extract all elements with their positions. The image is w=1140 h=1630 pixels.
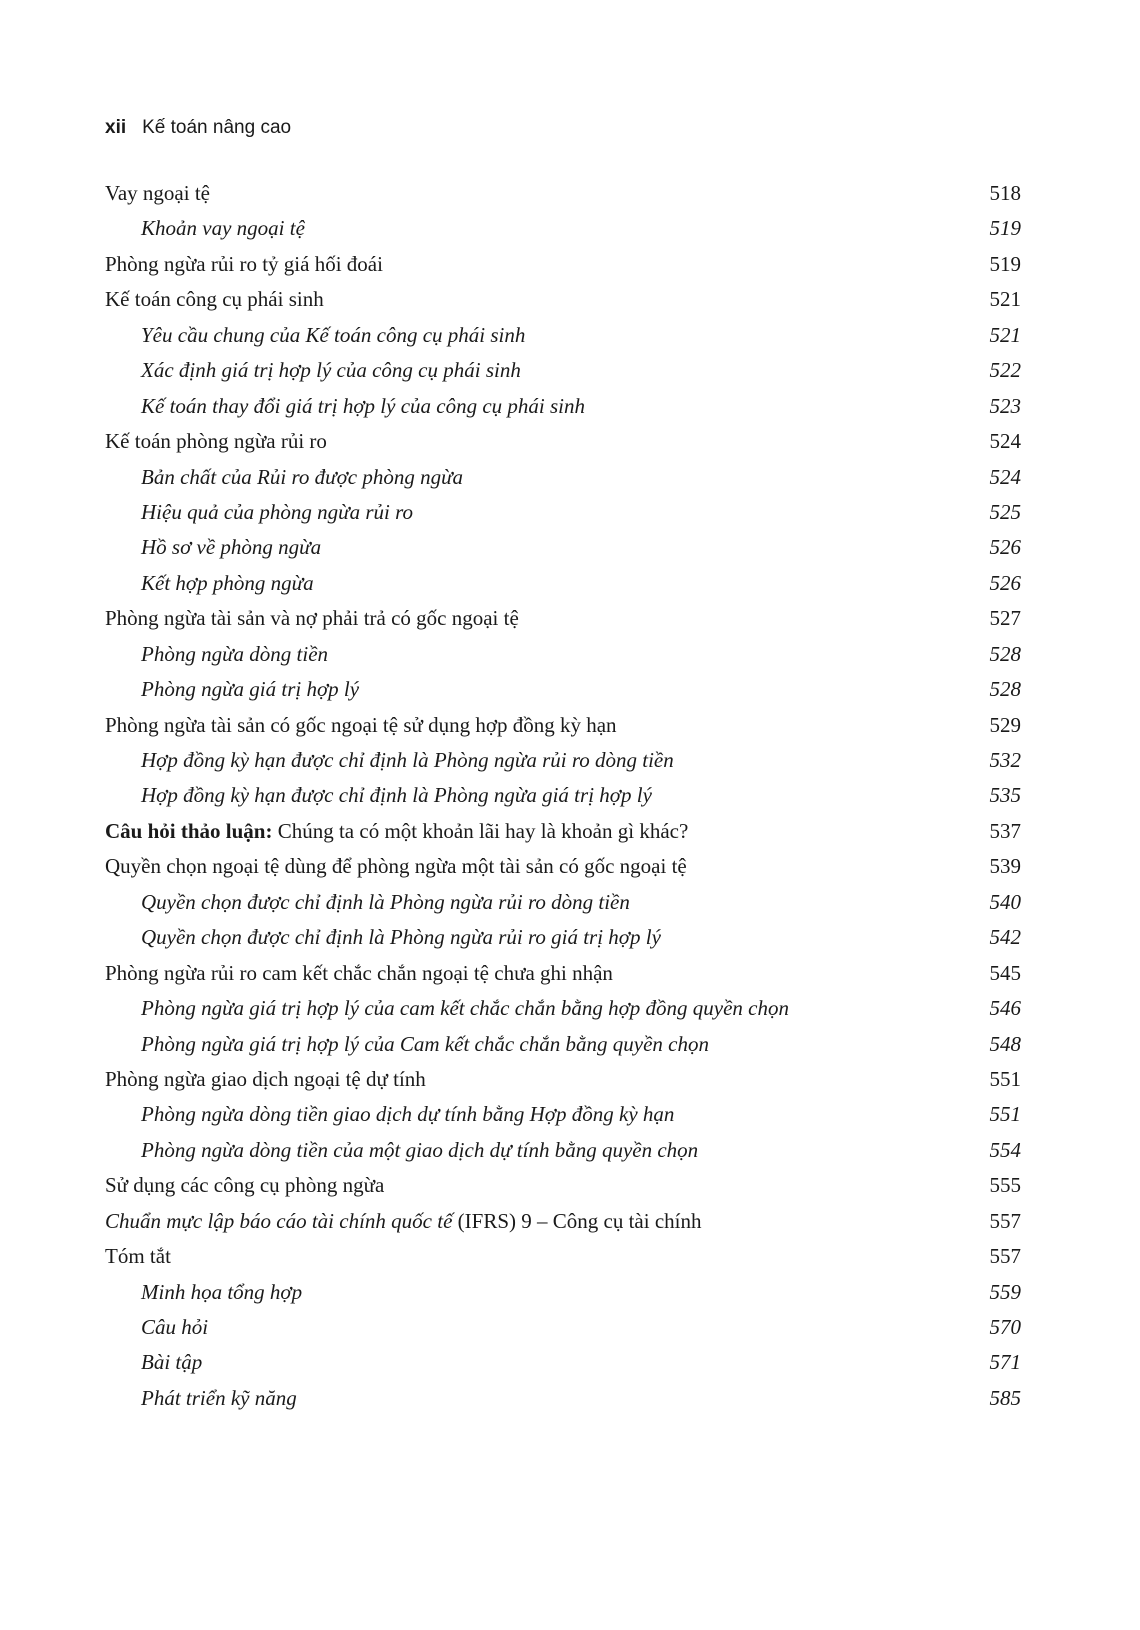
toc-entry-title-bold: Câu hỏi thảo luận: [105,818,273,843]
toc-entry-title [141,672,359,707]
toc-entry-title-text: Phòng ngừa tài sản và nợ phải trả có gốc ngoại tệ [105,606,519,631]
toc-entry-title [105,956,613,991]
toc-entry-page: 519 [989,216,1021,241]
toc-entry-title-text: Hiệu quả của phòng ngừa rủi ro [141,499,413,524]
toc-entry-title-text: Quyền chọn được chỉ định là Phòng ngừa rủi ro giá trị hợp lý [141,925,661,950]
toc-entry [105,424,1021,459]
toc-entry-title [141,318,525,353]
toc-entry-title [141,743,674,778]
toc-subentry [105,672,1021,707]
toc-entry [105,601,1021,636]
toc-entry-title-text: Sử dụng các công cụ phòng ngừa [105,1173,385,1198]
toc-entry-page: 537 [989,818,1021,843]
toc-entry-page: 554 [989,1137,1021,1162]
toc-entry-page: 546 [989,996,1021,1021]
toc-entry-page: 526 [989,535,1021,560]
toc-entry-title-text: Phòng ngừa tài sản có gốc ngoại tệ sử dụng hợp đồng kỳ hạn [105,712,617,737]
toc-entry-title [105,1062,426,1097]
toc-entry-title-text: Phòng ngừa giá trị hợp lý của cam kết chắc chắn bằng hợp đồng quyền chọn [141,996,789,1021]
toc-subentry [105,1275,1021,1310]
toc-subentry [105,1381,1021,1416]
toc-subentry [105,1027,1021,1062]
toc-entry-title-text: Quyền chọn ngoại tệ dùng để phòng ngừa một tài sản có gốc ngoại tệ [105,854,687,879]
toc-entry-page: 529 [989,712,1021,737]
toc-entry-title [105,1168,384,1203]
toc-entry-page: 540 [989,889,1021,914]
toc-entry-page: 518 [989,181,1021,205]
toc-entry-title [105,708,617,743]
toc-entry-page: 522 [989,358,1021,383]
toc-entry-title [141,1027,709,1062]
toc-entry-title [141,637,328,672]
toc-subentry [105,1345,1021,1380]
toc-entry-title-text: Yêu cầu chung của Kế toán công cụ phái sinh [141,322,526,347]
toc-entry-title [141,1345,202,1380]
toc-entry-title-text: Khoản vay ngoại tệ [141,216,305,241]
toc-subentry [105,637,1021,672]
toc-entry-page: 548 [989,1031,1021,1056]
toc-entry-title-text: Quyền chọn được chỉ định là Phòng ngừa rủi ro dòng tiền [141,889,630,914]
toc-entry-title-text: Tóm tắt [105,1244,171,1269]
toc-entry-title-text: Phòng ngừa rủi ro tỷ giá hối đoái [105,251,383,276]
toc-entry-page: 525 [989,499,1021,524]
toc-entry-page: 519 [989,251,1021,276]
page-number: xii [105,117,127,138]
toc-entry-title-text: Kết hợp phòng ngừa [141,570,314,595]
toc-entry-page: 551 [989,1066,1021,1091]
toc-entry-title-text: Phòng ngừa giá trị hợp lý [141,677,360,702]
toc-entry-title-text: Phát triển kỹ năng [141,1385,297,1410]
toc-subentry [105,318,1021,353]
toc-entry [105,176,1021,211]
toc-entry-title-text: Phòng ngừa giao dịch ngoại tệ dự tính [105,1066,426,1091]
toc-entry-page: 526 [989,570,1021,595]
toc-subentry [105,389,1021,424]
toc-entry-title [141,1381,297,1416]
toc-entry-page: 524 [989,464,1021,489]
toc-entry-title-text: Vay ngoại tệ [105,181,210,205]
table-of-contents [105,176,1021,1416]
toc-entry-title [141,1133,698,1168]
toc-entry-page: 585 [989,1385,1021,1410]
toc-entry-title-text: Hợp đồng kỳ hạn được chỉ định là Phòng ngừa rủi ro dòng tiền [141,748,674,772]
toc-entry-page: 551 [989,1102,1021,1127]
toc-subentry [105,743,1021,778]
toc-entry-title [141,460,463,495]
toc-subentry [105,211,1021,246]
toc-entry-title-text: Xác định giá trị hợp lý của công cụ phái sinh [141,358,521,383]
toc-entry [105,849,1021,884]
toc-entry-title-text: Phòng ngừa dòng tiền [141,641,329,666]
toc-subentry [105,566,1021,601]
toc-entry-title [141,1310,208,1345]
toc-entry-title-text: Kế toán thay đổi giá trị hợp lý của công cụ phái sinh [141,393,585,418]
toc-entry [105,1239,1021,1274]
toc-entry-title [141,920,661,955]
toc-entry-title-text: Kế toán phòng ngừa rủi ro [105,429,327,454]
toc-entry-page: 523 [989,393,1021,418]
toc-entry-page: 527 [989,606,1021,631]
toc-entry-title [105,601,519,636]
toc-entry-title [105,424,327,459]
toc-entry-title-text: Hợp đồng kỳ hạn được chỉ định là Phòng ngừa giá trị hợp lý [141,783,652,808]
toc-entry-title [105,282,324,317]
toc-entry-page: 539 [989,854,1021,879]
toc-entry-title-text: Phòng ngừa giá trị hợp lý của Cam kết chắc chắn bằng quyền chọn [141,1031,709,1056]
toc-subentry [105,460,1021,495]
toc-entry-page: 528 [989,641,1021,666]
toc-entry-title-text: Phòng ngừa dòng tiền của một giao dịch dự tính bằng quyền chọn [141,1137,699,1162]
toc-entry-title [141,389,585,424]
toc-entry-title [141,495,413,530]
toc-entry-title-text: Bản chất của Rủi ro được phòng ngừa [141,464,464,489]
toc-entry-title [141,1097,674,1132]
toc-subentry [105,778,1021,813]
toc-entry-title [141,778,652,813]
toc-entry-title [105,176,210,211]
toc-entry-title [105,1204,701,1239]
toc-subentry [105,1133,1021,1168]
toc-entry-title-text: Bài tập [141,1350,203,1375]
toc-entry-title-text: Phòng ngừa rủi ro cam kết chắc chắn ngoại tệ chưa ghi nhận [105,960,613,985]
book-title: Kế toán nâng cao [142,117,292,138]
toc-entry [105,814,1021,849]
toc-entry-title-text: Phòng ngừa dòng tiền giao dịch dự tính bằng Hợp đồng kỳ hạn [141,1102,675,1127]
toc-entry-page: 570 [989,1315,1021,1339]
toc-entry-title-text: Hồ sơ về phòng ngừa [141,535,322,560]
toc-entry-page: 521 [989,287,1021,312]
toc-entry [105,1204,1021,1239]
toc-entry-title-text: Kế toán công cụ phái sinh [105,287,324,312]
toc-entry-page: 524 [989,429,1021,454]
toc-entry-title [141,885,630,920]
toc-entry-title [141,353,521,388]
toc-entry [105,282,1021,317]
toc-entry-page: 542 [989,925,1021,950]
toc-entry-page: 545 [989,960,1021,985]
toc-entry-title [105,814,688,849]
toc-entry-page: 559 [989,1279,1021,1304]
toc-entry-page: 521 [989,322,1021,347]
toc-entry-title-text: Câu hỏi [141,1315,209,1339]
toc-entry-title-text: (IFRS) 9 – Công cụ tài chính [452,1208,702,1233]
toc-subentry [105,1310,1021,1345]
toc-entry-title [141,211,305,246]
toc-entry-page: 557 [989,1208,1021,1233]
toc-entry-title [141,991,789,1026]
toc-entry-page: 557 [989,1244,1021,1269]
toc-entry-page: 532 [989,748,1021,772]
toc-subentry [105,885,1021,920]
toc-subentry [105,991,1021,1026]
toc-entry [105,708,1021,743]
toc-subentry [105,495,1021,530]
toc-entry-title [141,566,314,601]
toc-subentry [105,353,1021,388]
toc-entry [105,956,1021,991]
toc-entry-page: 555 [989,1173,1021,1198]
toc-entry-title [141,1275,302,1310]
toc-entry-title-text: Minh họa tổng hợp [141,1279,303,1304]
running-header [105,116,291,140]
toc-entry-title [105,1239,171,1274]
toc-entry-title [141,530,321,565]
toc-subentry [105,530,1021,565]
toc-entry [105,1168,1021,1203]
toc-entry-title-italic: Chuẩn mực lập báo cáo tài chính quốc tế [105,1208,453,1233]
toc-entry-title [105,849,687,884]
toc-entry [105,247,1021,282]
toc-entry [105,1062,1021,1097]
toc-entry-title-text: Chúng ta có một khoản lãi hay là khoản gì khác? [272,818,689,843]
toc-subentry [105,1097,1021,1132]
toc-entry-page: 528 [989,677,1021,702]
toc-entry-page: 571 [989,1350,1021,1375]
toc-entry-page: 535 [989,783,1021,808]
toc-entry-title [105,247,383,282]
toc-subentry [105,920,1021,955]
